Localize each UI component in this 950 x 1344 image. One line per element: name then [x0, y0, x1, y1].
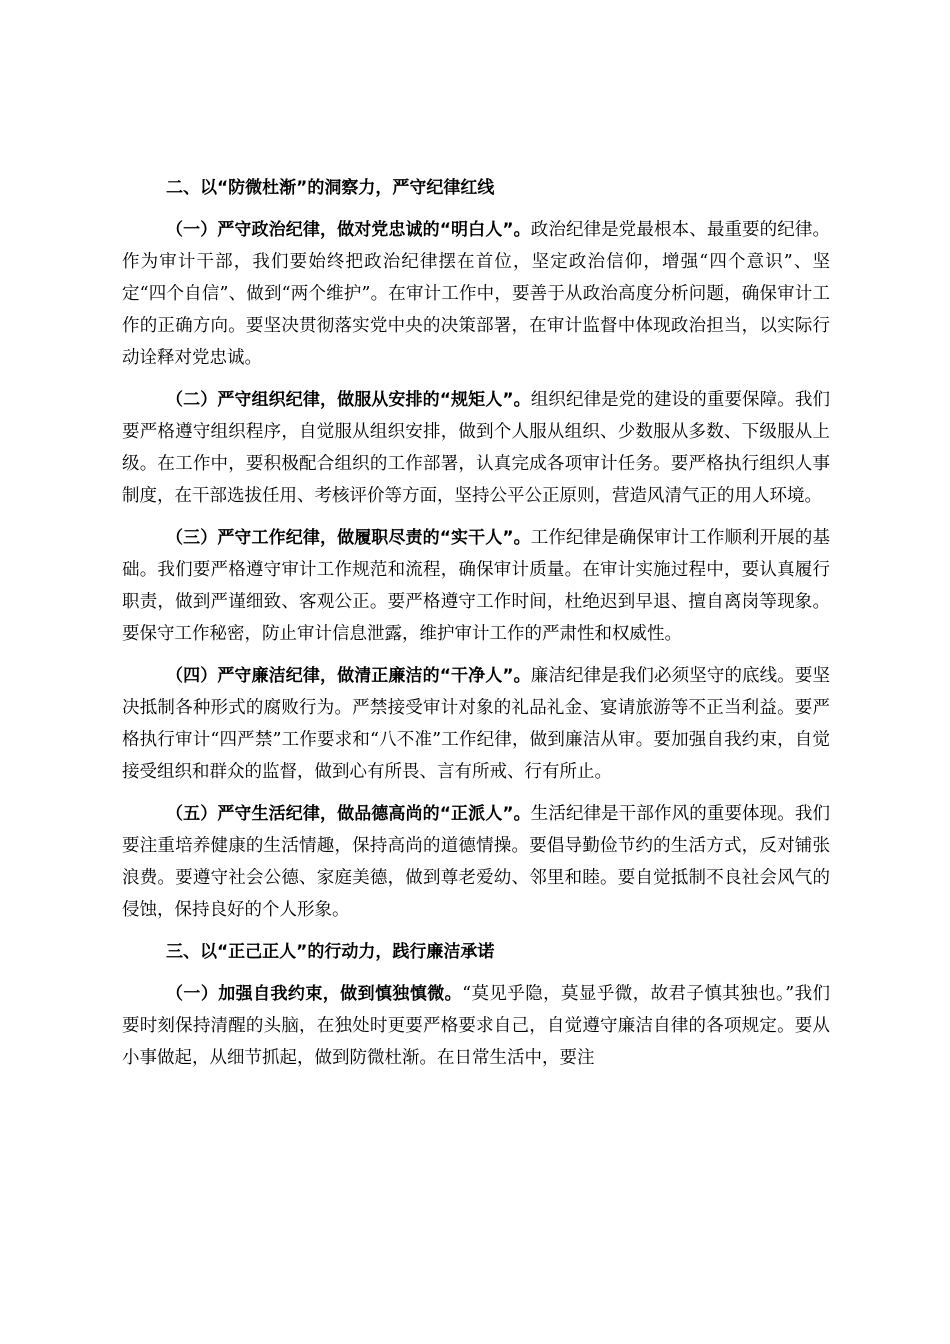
paragraph-text: 工作纪律是确保审计工作顺利开展的基础。我们要严格遵守审计工作规范和流程，确保审计质量。在审计实施过程中，要认真履行职责，做到严谨细致、客观公正。要严格遵守工作时间，杜绝迟到早退、擅自离岗等现象。要保守工作秘密，防止审计信息泄露，维护审计工作的严肃性和权威性。: [122, 528, 830, 644]
paragraph-lead: （二）严守组织纪律，做服从安排的“规矩人”。: [166, 390, 531, 410]
paragraph-lead: （五）严守生活纪律，做品德高尚的“正派人”。: [166, 804, 531, 824]
paragraph-text: 政治纪律是党最根本、最重要的纪律。作为审计干部，我们要始终把政治纪律摆在首位，坚定政治信仰，增强“四个意识”、坚定“四个自信”、做到“两个维护”。在审计工作中，要善于从政治高度分析问题，确保审计工作的正确方向。要坚决贯彻落实党中央的决策部署，在审计监督中体现政治担当，以实际行动诠释对党忠诚。: [122, 220, 830, 368]
paragraph-text: “莫见乎隐，莫显乎微，故君子慎其独也。”我们要时刻保持清醒的头脑，在独处时更要严格要求自己，自觉遵守廉洁自律的各项规定。要从小事做起，从细节抓起，做到防微杜渐。在日常生活中，要注: [122, 984, 830, 1068]
paragraph-text: 生活纪律是干部作风的重要体现。我们要注重培养健康的生活情趣，保持高尚的道德情操。要倡导勤俭节约的生活方式，反对铺张浪费。要遵守社会公德、家庭美德，做到尊老爱幼、邻里和睦。要自觉抵制不良社会风气的侵蚀，保持良好的个人形象。: [122, 804, 830, 920]
paragraph-text: 廉洁纪律是我们必须坚守的底线。要坚决抵制各种形式的腐败行为。严禁接受审计对象的礼品礼金、宴请旅游等不正当利益。要严格执行审计“四严禁”工作要求和“八不准”工作纪律，做到廉洁从审。要加强自我约束，自觉接受组织和群众的监督，做到心有所畏、言有所戒、行有所止。: [122, 666, 830, 782]
paragraph-2-4: [122, 660, 830, 788]
document-body: [122, 172, 830, 1084]
section-heading-2: 二、以“防微杜渐”的洞察力，严守纪律红线: [166, 178, 495, 198]
paragraph-lead: （四）严守廉洁纪律，做清正廉洁的“干净人”。: [166, 666, 531, 686]
paragraph-2-3: [122, 522, 830, 650]
section-heading-3: 三、以“正己正人”的行动力，践行廉洁承诺: [166, 942, 495, 962]
paragraph-2-5: [122, 798, 830, 926]
paragraph-2-2: [122, 384, 830, 512]
paragraph-text: 组织纪律是党的建设的重要保障。我们要严格遵守组织程序，自觉服从组织安排，做到个人服从组织、少数服从多数、下级服从上级。在工作中，要积极配合组织的工作部署，认真完成各项审计任务。要严格执行组织人事制度，在干部选拔任用、考核评价等方面，坚持公平公正原则，营造风清气正的用人环境。: [122, 390, 830, 506]
paragraph-2-1: [122, 214, 830, 374]
paragraph-lead: （三）严守工作纪律，做履职尽责的“实干人”。: [166, 528, 531, 548]
paragraph-lead: （一）加强自我约束，做到慎独慎微。: [166, 984, 463, 1004]
paragraph-3-1: [122, 978, 830, 1074]
paragraph-lead: （一）严守政治纪律，做对党忠诚的“明白人”。: [166, 220, 531, 240]
